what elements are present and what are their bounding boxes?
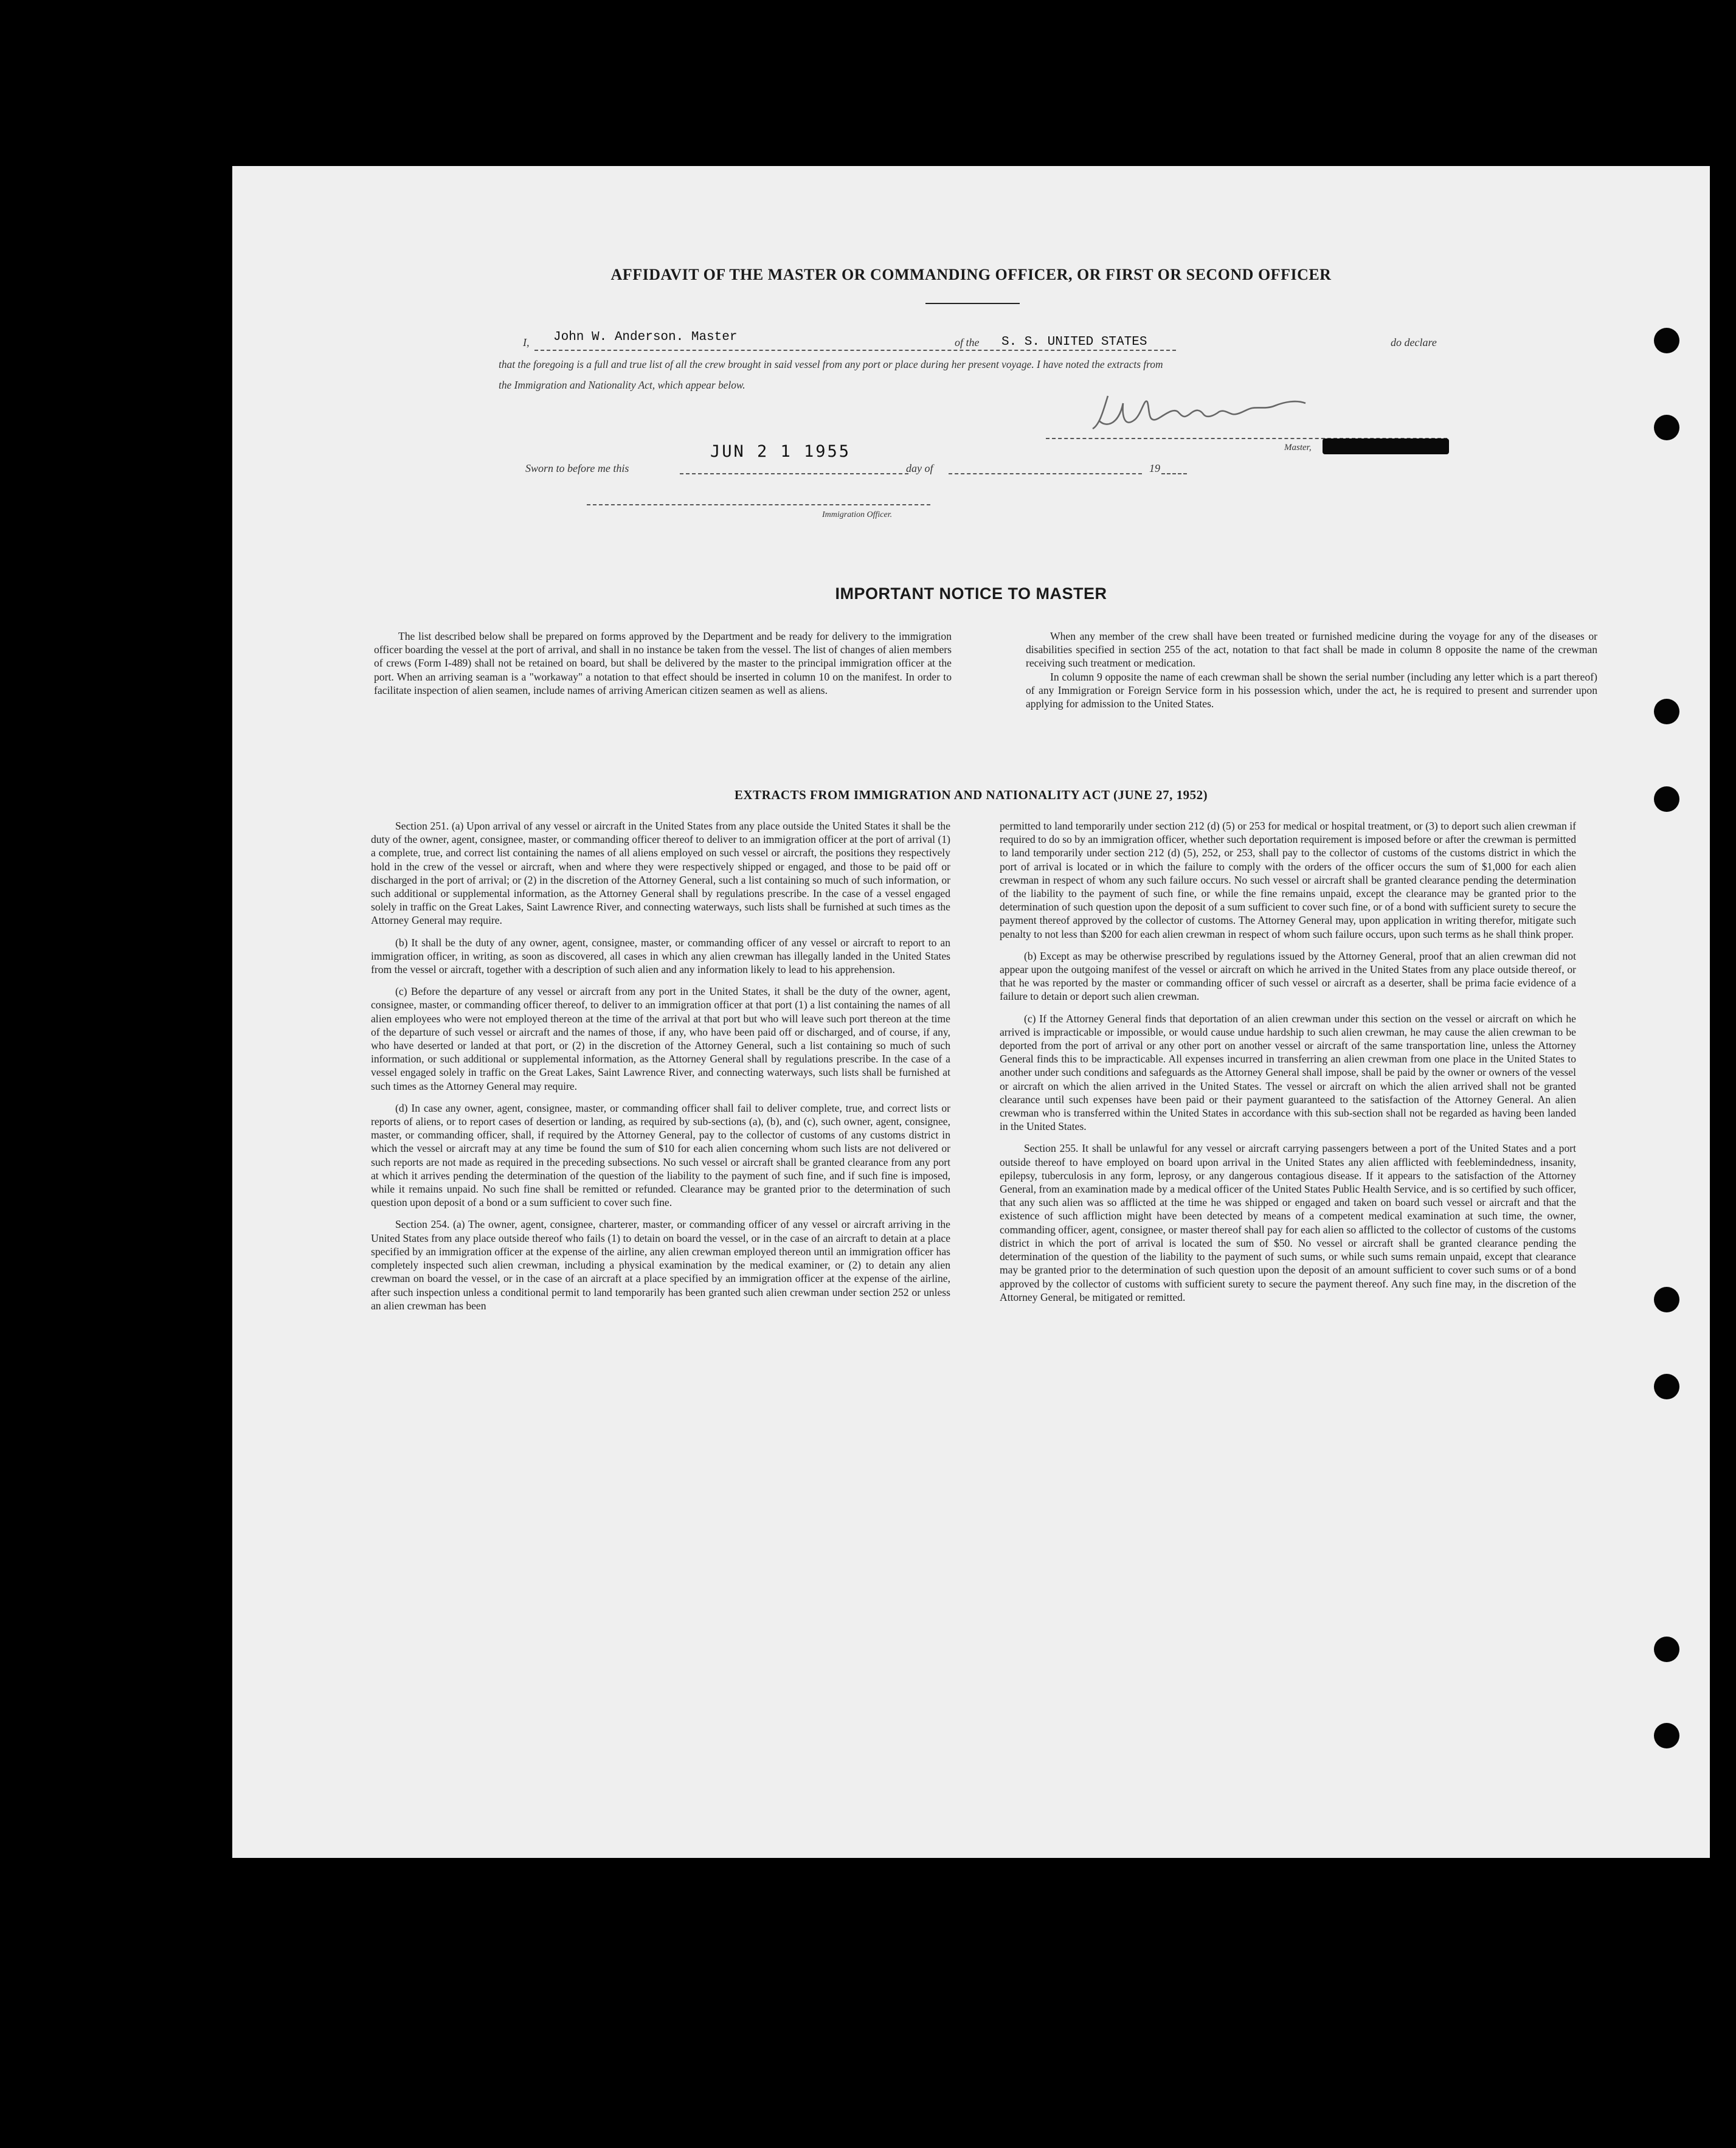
title-underline: [925, 303, 1020, 304]
extract-paragraph: (c) Before the departure of any vessel or aircraft from any port in the United States, it shall be the duty of the owner, agent, consignee, master, or commanding officer thereof, to deliver to an immigration officer at that port (1) a list containing the names of all alien employees who were not employed thereon at the time of the arrival at that port but who will leave such port thereon at the time of the departure of such vessel or aircraft and the names of those, if any, who have been paid off or discharged, and of course, if any, who have deserted or landed at that port, or (2) in the discretion of the Attorney General, such a list containing so much of such information, or such additional or supplemental information, as the Attorney General shall by regulations prescribe. In the case of a vessel engaged solely in traffic on the Great Lakes, Saint Lawrence River, and connecting waterways, such lists shall be furnished at such times as the Attorney General may require.: [371, 985, 950, 1092]
extract-paragraph: permitted to land temporarily under section 212 (d) (5) or 253 for medical or hospital treatment, or (3) to deport such alien crewman if required to do so by an immigration officer, whether such deportation requirement is imposed before or after the crewman is permitted to land temporarily under section 212 (d) (5), 252, or 253, shall pay to the collector of customs of the customs district in which the port of arrival is located or in which the failure to comply with the orders of the officer occurs the sum of $1,000 for each alien crewman in respect of whom any such failure occurs. No such vessel or aircraft shall be granted clearance pending the determination of the liability to the payment of such fine, or while the fine remains unpaid, except the clearance may be granted prior to the determination of such question upon the deposit of a sum sufficient to cover such fine, or of a bond with sufficient surety to secure the payment thereof approved by the collector of customs. The Attorney General may, upon application in writing therefor, mitigate such penalty to not less than $200 for each alien crewman in respect of whom such failure occurs, upon such terms as he shall think proper.: [1000, 820, 1576, 940]
notice-right-paragraph: In column 9 opposite the name of each crewman shall be shown the serial number (including any letter which is a part thereof) of any Immigration or Foreign Service form in his possession which, under the act, he is required to present and surrender upon applying for admission to the United States.: [1026, 670, 1597, 710]
extract-paragraph: Section 254. (a) The owner, agent, consignee, charterer, master, or commanding officer of any vessel or aircraft arriving in the United States from any place outside thereof who fails (1) to detain on board the vessel, or in the case of an aircraft to detain at a place specified by an immigration officer at the expense of the airline, any alien crewman employed thereon until an immigration officer has completely inspected such alien crewman, including a physical examination by the medical examiner, or (2) to detain any alien crewman on board the vessel, or in the case of an aircraft at a place specified by an immigration officer at the expense of the airline, after such inspection unless a conditional permit to land temporarily has been granted such alien crewman under section 252 or unless an alien crewman has been: [371, 1218, 950, 1312]
of-the-label: of the: [955, 336, 980, 348]
sworn-label: Sworn to before me this: [525, 462, 629, 474]
officer-line: [587, 504, 930, 505]
punch-hole: [1654, 786, 1679, 812]
punch-hole: [1654, 328, 1679, 353]
extracts-title: EXTRACTS FROM IMMIGRATION AND NATIONALITY ACT (JUNE 27, 1952): [734, 788, 1208, 802]
declaration-line-2: the Immigration and Nationality Act, which appear below.: [499, 379, 745, 391]
year-line: [1161, 473, 1187, 474]
day-of-label: day of: [906, 462, 933, 474]
extract-paragraph: Section 255. It shall be unlawful for any vessel or aircraft carrying passengers between a port of the United States and a port outside thereof to have employed on board upon arrival in the United States any alien afflicted with feeblemindedness, insanity, epilepsy, tuberculosis in any form, leprosy, or any dangerous contagious disease. If it appears to the satisfaction of the Attorney General, from an examination made by a medical officer of the United States Public Health Service, and is so certified by such officer, that any such alien was so afflicted at the time he was shipped or engaged and taken on board such vessel or aircraft and that the existence of such affliction might have been detected by means of a competent medical examination at such time, the owner, commanding officer, agent, consignee, or master thereof shall pay for each alien so afflicted to the collector of customs of the customs district in which the port of arrival is located the sum of $50. No vessel or aircraft shall be granted clearance pending the determination of the question of the liability to the payment of such sums, or while such sums remain unpaid, except that clearance may be granted prior to the determination of such question upon the deposit of an amount sufficient to cover such sums or of a bond approved by the collector of customs with sufficient surety to secure the payment thereof. Any such fine may, in the discretion of the Attorney General, be mitigated or remitted.: [1000, 1142, 1576, 1303]
master-label: Master,: [1284, 443, 1312, 452]
extract-paragraph: (d) In case any owner, agent, consignee, master, or commanding officer shall fail to deliver complete, true, and correct lists or reports of aliens, or to report cases of desertion or landing, as required by sub-sections (a), (b), and (c), such owner, agent, consignee, master, or commanding officer, shall, if required by the Attorney General, pay to the collector of customs of any customs district in which the vessel or aircraft may at any time be found the sum of $10 for each alien concerning whom such lists are not delivered or such reports are not made as required in the preceding subsections. No such vessel or aircraft shall be granted clearance from any port at which it arrives pending the determination of the question of the liability to the payment of such fine, and if such fine is imposed, while it remains unpaid. No such fine shall be remitted or refunded. Clearance may be granted prior to the determination of such question upon deposit of a bond or a sum sufficient to cover such fine.: [371, 1101, 950, 1209]
punch-hole: [1654, 1637, 1679, 1662]
extract-paragraph: (c) If the Attorney General finds that deportation of an alien crewman under this section on the vessel or aircraft on which he arrived is impracticable or impossible, or would cause undue hardship to such alien crewman, he may cause the alien crewman to be deported from the port of arrival or any other port on another vessel or aircraft of the same transportation line, unless the Attorney General finds this to be impracticable. All expenses incurred in transferring an alien crewman from one place in the United States to another under such conditions and safeguards as the Attorney General shall impose, shall be paid by the owner or owners of the vessel or aircraft on which the alien arrived in the United States. The vessel or aircraft on which the alien arrived shall not be granted clearance until such expenses have been paid or their payment guaranteed to the satisfaction of the Attorney General. An alien crewman who is transferred within the United States in accordance with this sub-section shall not be regarded as having been landed in the United States.: [1000, 1012, 1576, 1133]
year-label: 19: [1149, 462, 1160, 474]
officer-label: Immigration Officer.: [822, 510, 893, 519]
declaration-line-1: that the foregoing is a full and true list of all the crew brought in said vessel from any port or place during her present voyage. I have noted the extracts from: [499, 358, 1163, 370]
do-declare-label: do declare: [1391, 336, 1437, 348]
notice-title: IMPORTANT NOTICE TO MASTER: [835, 584, 1107, 603]
redaction-bar: [1323, 438, 1449, 454]
extracts-right-column: [1000, 819, 1576, 1312]
notice-right-paragraph: When any member of the crew shall have been treated or furnished medicine during the voyage for any of the diseases or disabilities specified in section 255 of the act, notation to that fact shall be made in column 8 opposite the name of the crewman receiving such treatment or medication.: [1026, 630, 1597, 670]
master-name-field: John W. Anderson. Master: [553, 330, 738, 344]
punch-hole: [1654, 1287, 1679, 1312]
extract-paragraph: (b) It shall be the duty of any owner, agent, consignee, master, or commanding officer of any vessel or aircraft to report to an immigration officer, in writing, as soon as discovered, all cases in which any alien crewman has illegally landed in the United States from the vessel or aircraft, together with a description of such alien and any information likely to lead to his apprehension.: [371, 936, 950, 976]
name-line: [534, 350, 1176, 351]
master-signature: [1087, 391, 1354, 440]
month-line: [949, 473, 1142, 474]
notice-right-column: [1026, 629, 1597, 710]
extract-paragraph: (b) Except as may be otherwise prescribed by regulations issued by the Attorney General, proof that an alien crewman did not appear upon the outgoing manifest of the vessel or aircraft on which he arrived in the United States from any place outside thereof, or that he was reported by the master or commanding officer of such vessel or aircraft as a deserter, shall be prima facie evidence of a failure to detain or deport such alien crewman.: [1000, 949, 1576, 1003]
punch-hole: [1654, 1374, 1679, 1399]
notice-left-paragraph: The list described below shall be prepared on forms approved by the Department and be ready for delivery to the immigration officer boarding the vessel at the port of arrival, and shall in no instance be taken from the vessel. The list of changes of alien members of crews (Form I-489) shall not be retained on board, but shall be delivered by the master to the principal immigration officer at the port. When an arriving seaman is a "workaway" a notation to that effect should be inserted in column 10 on the manifest. In order to facilitate inspection of alien seamen, include names of arriving American citizen seamen as well as aliens.: [374, 630, 952, 696]
punch-hole: [1654, 415, 1679, 440]
notice-left-column: [374, 629, 952, 697]
extracts-left-column: [371, 819, 950, 1321]
extract-paragraph: Section 251. (a) Upon arrival of any vessel or aircraft in the United States from any place outside the United States it shall be the duty of the owner, agent, consignee, master, or commanding officer thereof to deliver to an immigration officer at the port of arrival (1) a complete, true, and correct list containing the names of all aliens employed on such vessel or aircraft, the positions they respectively hold in the crew of the vessel or aircraft, when and where they were respectively shipped or engaged, and those to be paid off or discharged in the port of arrival; or (2) in the discretion of the Attorney General, such a list containing so much of such information, or such additional or supplemental information, as the Attorney General shall by regulations prescribe. In the case of a vessel engaged solely in traffic on the Great Lakes, Saint Lawrence River, and connecting waterways, such lists shall be furnished at such times as the Attorney General may require.: [371, 820, 950, 927]
date-stamp: JUN 2 1 1955: [710, 442, 851, 461]
document-page: [232, 166, 1710, 1858]
punch-hole: [1654, 1723, 1679, 1748]
affidavit-title: AFFIDAVIT OF THE MASTER OR COMMANDING OFFICER, OR FIRST OR SECOND OFFICER: [610, 266, 1332, 283]
punch-hole: [1654, 699, 1679, 724]
sworn-day-line: [680, 473, 908, 474]
vessel-name-field: S. S. UNITED STATES: [1001, 335, 1147, 349]
i-label: I,: [523, 336, 530, 348]
